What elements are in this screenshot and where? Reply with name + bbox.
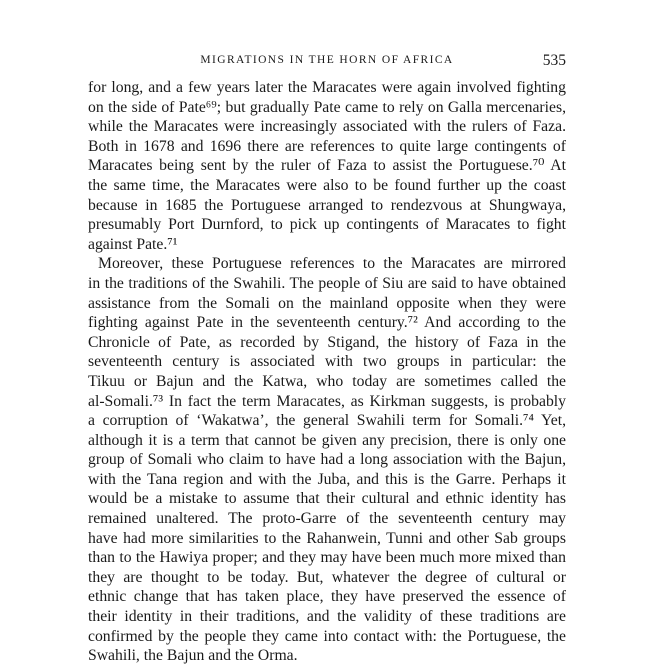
text-line: would be a mistake to assume that their cultural and ethnic identity has xyxy=(88,490,566,508)
text-line: against Pate.⁷¹ xyxy=(88,235,178,253)
text-line: in the traditions of the Swahili. The people of Siu are said to have obtained xyxy=(88,274,566,292)
text-line: Tikuu or Bajun and the Katwa, who today are sometimes called the xyxy=(88,372,566,390)
text-line: have had more similarities to the Rahanwein, Tunni and other Sab groups xyxy=(88,529,566,547)
text-line: Both in 1678 and 1696 there are references to quite large contingents of xyxy=(88,137,566,155)
text-line: seventeenth century is associated with two groups in particular: the xyxy=(88,353,566,371)
text-line: fighting against Pate in the seventeenth century.⁷² And according to the xyxy=(88,314,566,332)
text-line: while the Maracates were increasingly associated with the rulers of Faza. xyxy=(88,118,566,136)
text-line: they are thought to be today. But, whatever the degree of cultural or xyxy=(88,568,566,586)
running-head: MIGRATIONS IN THE HORN OF AFRICA xyxy=(200,54,454,66)
text-line: because in 1685 the Portuguese arranged to rendezvous at Shungwaya, xyxy=(88,196,566,214)
body-text xyxy=(88,78,566,666)
text-line: a corruption of ‘Wakatwa’, the general Swahili term for Somali.⁷⁴ Yet, xyxy=(88,412,566,430)
text-line: Maracates being sent by the ruler of Faza to assist the Portuguese.⁷⁰ At xyxy=(88,157,566,175)
page-number: 535 xyxy=(542,52,566,69)
text-line: the same time, the Maracates were also to be found further up the coast xyxy=(88,176,566,194)
text-line: although it is a term that cannot be given any precision, there is only one xyxy=(88,431,566,449)
text-line: Swahili, the Bajun and the Orma. xyxy=(88,647,298,665)
paragraph-start-line: Moreover, these Portuguese references to the Maracates are mirrored xyxy=(98,255,566,273)
text-line: confirmed by the people they came into contact with: the Portuguese, the xyxy=(88,627,566,645)
text-line: on the side of Pate⁶⁹; but gradually Pate came to rely on Galla mercenaries, xyxy=(88,98,566,116)
text-line: ethnic change that has taken place, they have preserved the essence of xyxy=(88,588,566,606)
text-line: al-Somali.⁷³ In fact the term Maracates, as Kirkman suggests, is probably xyxy=(88,392,566,410)
text-line: group of Somali who claim to have had a long association with the Bajun, xyxy=(88,451,566,469)
text-line: Chronicle of Pate, as recorded by Stigand, the history of Faza in the xyxy=(88,333,566,351)
text-line: remained unaltered. The proto-Garre of the seventeenth century may xyxy=(88,510,566,528)
text-line: for long, and a few years later the Maracates were again involved fighting xyxy=(88,79,566,96)
page-header xyxy=(88,54,566,74)
text-line: assistance from the Somali on the mainland opposite when they were xyxy=(88,294,566,312)
text-line: presumably Port Durnford, to pick up contingents of Maracates to fight xyxy=(88,216,566,234)
text-line: than to the Hawiya proper; and they may have been much more mixed than xyxy=(88,549,566,567)
text-line: their identity in their traditions, and the validity of these traditions are xyxy=(88,608,566,626)
text-line: with the Tana region and with the Juba, and this is the Garre. Perhaps it xyxy=(88,470,566,488)
